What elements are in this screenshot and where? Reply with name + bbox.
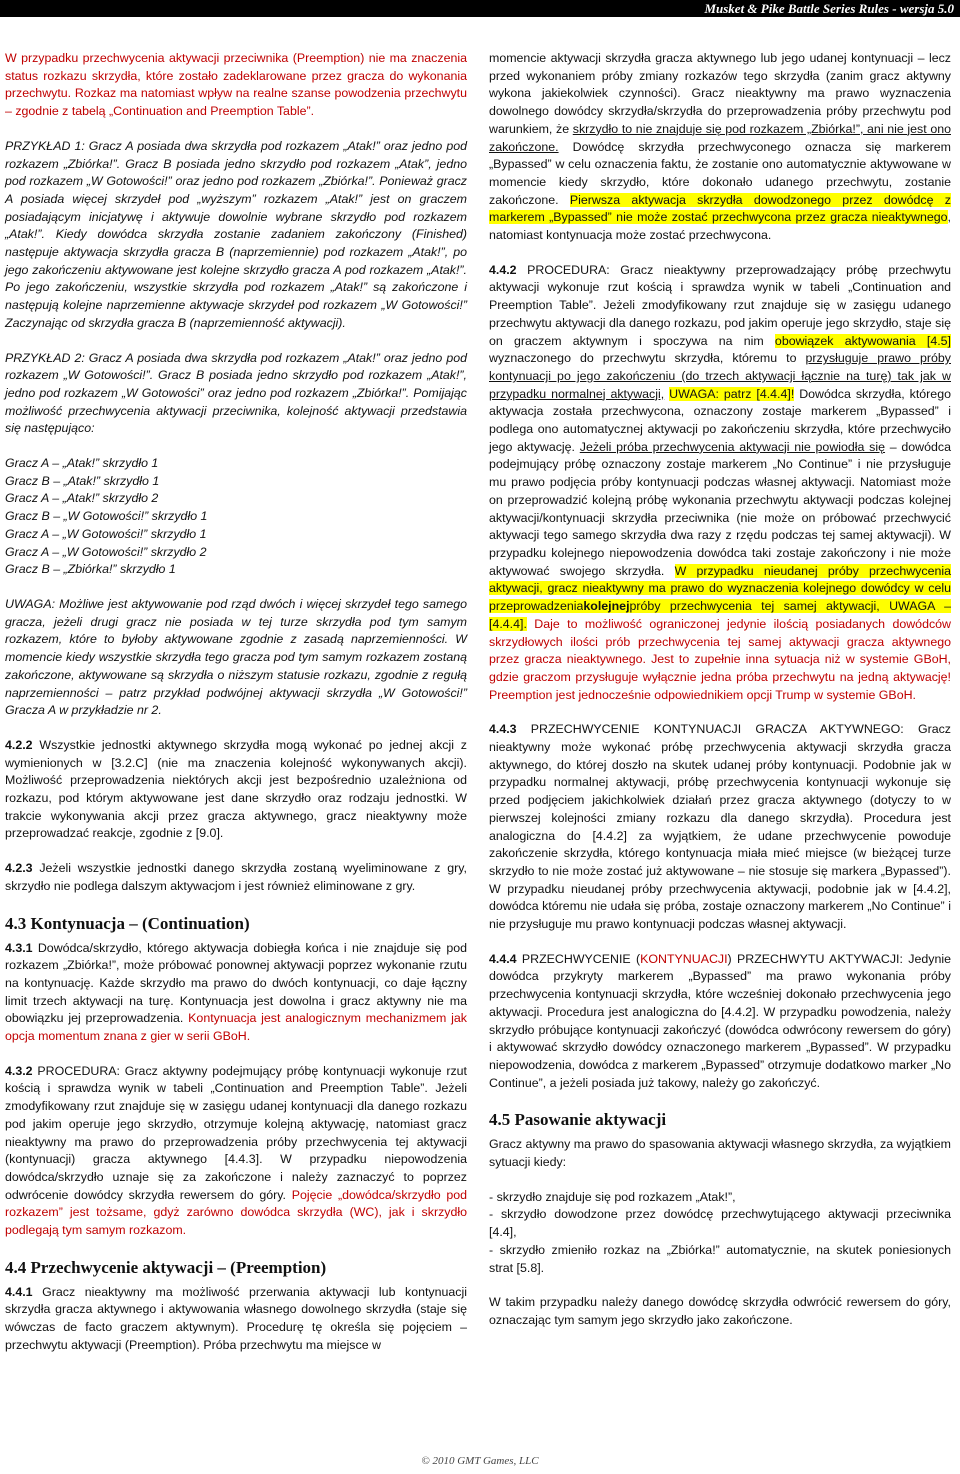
- right-column: [489, 50, 951, 1347]
- rule-text: Jedynie dowódca przykryty markerem „Bypassed” ma prawo wykonania próby przechwycenia kontynuacji skrzydła, które wcześniej dokonało przechwycenia jego aktywacji. Procedura jest analogiczna do [4.4.2]. W przypadku powodzenia, należy skrzydło próbujące kontynuacji zakończyć (dowódca odwrócony rewersem do góry) i aktywować skrzydło dowódcy oznaczonego markerem „Bypassed”. W przypadku niepowodzenia, dowódca z markerem „Bypassed” otrzymuje dodatkowo marker „No Continue”, a jeżeli posiada już takowy, należy go zakończyć.: [489, 951, 951, 1090]
- list-item: Gracz A – „Atak!” skrzydło 1: [5, 456, 159, 471]
- section-heading-4-5: 4.5 Pasowanie aktywacji: [489, 1110, 667, 1130]
- list-item: Gracz B – „Atak!” skrzydło 1: [5, 473, 160, 488]
- rule-heading: PRZECHWYCENIE KONTYNUACJI GRACZA AKTYWNEGO:: [530, 722, 904, 737]
- rule-text: PROCEDURA: Gracz aktywny podejmujący próbę kontynuacji wykonuje rzut kością i sprawdza wynik w tabeli „Continuation and Preemption Table”. Jeżeli zmodyfikowany rzut znajduje się w zasięgu udanej kontynuacji dla danego rozkazu pod jakim operuje jego skrzydło, otrzymuje kolejną aktywację, natomiast gracz nieaktywny ma prawo do przeprowadzenia próby przechwycenia tej aktywacji (kontynuacji) gracza aktywnego [4.4.3]. W przypadku niepowodzenia dowódca/skrzydło uznaje się za zakończone i należy zaznaczyć to poprzez odwrócenie dowódcy skrzydła rewersem do góry.: [5, 1063, 467, 1202]
- rule-number: 4.4.1: [5, 1284, 33, 1299]
- list-item: Gracz B – „Zbiórka!” skrzydło 1: [5, 562, 176, 577]
- highlighted-text: Pierwsza aktywacja skrzydła dowodzonego przez dowódcę z markerem „Bypassed” nie może zostać przechwycona przez gracza nieaktywnego: [489, 192, 951, 225]
- rule-text: Dowódca skrzydła, którego aktywacja została przechwycona, oznaczony zostaje markerem „Bypassed” i podlega ono automatycznej aktywacji po zakończeniu skrzydła, które przechwyciło jego aktywację.: [489, 386, 951, 454]
- rule-4-4-1: [5, 1284, 467, 1355]
- list-item: - skrzydło znajduje się pod rozkazem „Atak!”,: [489, 1189, 736, 1204]
- rule-number: 4.4.2: [489, 262, 517, 277]
- rule-text: Gracz nieaktywny może wykonać próbę przechwycenia aktywacji skrzydła gracza aktywnego, do której doszło na skutek udanej próby kontynuacji. Podobnie jak w przypadku normalnej aktywacji, próbę przechwycenia kontynuacji wykonuje się przed podjęciem jakichkolwiek działań przez gracza aktywnego (dotyczy to w pierwszej kolejności zmiany rozkazu dla danego skrzydła). Procedura jest analogiczna do [4.4.2] za wyjątkiem, że udane przechwycenie powoduje zakończenie skrzydła, którego kontynuacja miała mieć miejsce (w bieżącej turze skrzydło to nie może zostać już aktywowane – nie stosuje się markera „Bypassed”). W przypadku nieudanej próby przechwycenia aktywacji, podobnie jak w [4.4.2], dowódca któremu nie udała się próba, zostaje oznaczony markerem „No Continue” i nie przysługuje mu prawo kontynuacji podczas własnej aktywacji.: [489, 722, 951, 932]
- rule-4-4-2: [489, 262, 951, 705]
- rule-number: 4.4.4: [489, 951, 517, 966]
- rule-number: 4.4.3: [489, 722, 517, 737]
- list-item: Gracz B – „W Gotowości!” skrzydło 1: [5, 509, 208, 524]
- rule-text: wyznaczonego do przechwytu skrzydła, któremu to: [489, 351, 797, 366]
- intro-paragraph: W przypadku przechwycenia aktywacji przeciwnika (Preemption) nie ma znaczenia status rozkazu skrzydła, które zostało zadeklarowane przez gracza do wykonania przechwytu. Rozkaz ma natomiast wpływ na realne szanse powodzenia przechwytu – zgodnie z tabelą „Continuation and Preemption Table”.: [5, 51, 467, 119]
- highlighted-text: UWAGA: patrz [4.4.4]!: [669, 386, 795, 401]
- rule-text: Gracz nieaktywny ma możliwość przerwania aktywacji lub kontynuacji skrzydła gracza aktywnego i aktywowania własnego dowolnego skrzydła (staje się wówczas de facto graczem aktywnym). Procedurę tę określa się pojęciem – przechwytu aktywacji (Preemption). Próba przechwytu ma miejsce w: [5, 1284, 467, 1352]
- rule-heading: PRZECHWYCENIE (: [521, 951, 641, 966]
- rule-4-5-end: W takim przypadku należy danego dowódcę skrzydła odwrócić rewersem do góry, oznaczając tym samym jego skrzydło jako zakończone.: [489, 1295, 951, 1327]
- rule-4-4-4: [489, 951, 951, 1093]
- rule-number: 4.3.2: [5, 1063, 33, 1078]
- rule-number: 4.2.2: [5, 737, 33, 752]
- rule-4-4-1-continued: [489, 50, 951, 245]
- example-1: PRZYKŁAD 1: Gracz A posiada dwa skrzydła pod rozkazem „Atak!” oraz jedno pod rozkazem „Zbiórka!”. Gracz B posiada jedno skrzydło pod rozkazem „Atak”, jedno pod rozkazem „W Gotowości!” oraz jedno pod rozkazem „Zbiórka!”. Ponieważ gracz A posiada więcej skrzydeł pod „wyższym” rozkazem „Atak!” jest on graczem posiadającym inicjatywę i aktywuje dowolnie wybrane skrzydło pod rozkazem „Atak!”. Kiedy dowódca skrzydła zostanie zadaniem zakończony (Finished) następuje aktywacja skrzydła gracza B (naprzemiennie) pod rozkazem „Atak!”, po jego zakończeniu aktywowane jest kolejne skrzydło gracza A pod rozkazem „Atak!”. Po jego zakończeniu, wszystkie skrzydła pod rozkazem „Atak!” są zakończone i następują kolejne naprzemienne aktywacje skrzydeł pod rozkazem „W Gotowości!” Zaczynając od skrzydła gracza B (naprzemienność aktywacji).: [5, 138, 467, 330]
- header-bar: [0, 0, 960, 17]
- left-column: [5, 50, 467, 1372]
- list-item: Gracz A – „W Gotowości!” skrzydło 2: [5, 544, 207, 559]
- list-item: Gracz A – „Atak!” skrzydło 2: [5, 491, 159, 506]
- highlighted-bold-text: kolejnej: [583, 599, 630, 614]
- designer-note: Daje to możliwość ograniczonej jedynie ilością posiadanych dowódców skrzydłowych ilości prób przechwycenia tej samej aktywacji gracza aktywnego przez gracza nieaktywnego. Jest to zupełnie inna sytuacja niż w systemie GBoH, gdzie graczom przysługuje wyłącznie jedna próba przechwytu na jedną aktywację! Preemption jest jednocześnie odpowiednikiem opcji Trump w systemie GBoH.: [489, 616, 951, 702]
- rule-4-3-1: [5, 940, 467, 1046]
- rule-4-5: Gracz aktywny ma prawo do spasowania aktywacji własnego skrzydła, za wyjątkiem sytuacji kiedy:: [489, 1137, 951, 1170]
- rule-4-4-3: [489, 721, 951, 933]
- copyright-footer: © 2010 GMT Games, LLC: [421, 1455, 539, 1467]
- rule-4-2-2: [5, 737, 467, 843]
- rule-text: PROCEDURA: Gracz nieaktywny przeprowadzający próbę przechwytu aktywacji wykonuje rzut kością i sprawdza wynik w tabeli „Continuation and Preemption Table”. Jeżeli zmodyfikowany rzut znajduje się w zasięgu udanego przechwytu aktywacji dla danego rozkazu, pod jakim operuje jego skrzydło, staje się on graczem aktywnym i spoczywa na nim: [489, 262, 951, 348]
- underlined-text: skrzydło to nie znajduje się pod rozkazem „Zbiórka!”, ani nie jest ono zakończone.: [489, 121, 951, 154]
- designer-note: Pojęcie „dowódca/skrzydło pod rozkazem” jest tożsame, gdyż zarówno dowódca skrzydła (WC), jak i skrzydło podlegają tym samym rozkazom.: [5, 1187, 467, 1238]
- list-item: - skrzydło zmieniło rozkaz na „Zbiórka!” automatycznie, na skutek poniesionych strat [5.8].: [489, 1242, 951, 1275]
- rule-number: 4.3.1: [5, 940, 33, 955]
- underlined-text: przysługuje prawo próby kontynuacji po jego zakończeniu (do trzech aktywacji łącznie na turę) tak jak w przypadku normalnej aktywacji,: [489, 351, 951, 401]
- section-heading-4-4: 4.4 Przechwycenie aktywacji – (Preemption): [5, 1257, 327, 1277]
- rule-text: Wszystkie jednostki aktywnego skrzydła mogą wykonać po jednej akcji z wymienionych w [3.2.C] (nie ma znaczenia kolejność wykonywanych akcji). Możliwość przeprowadzenia niektórych akcji jest bezpośrednio uzależniona od rozkazu, pod którym aktywowane jest dane skrzydło oraz rodzaju jednostki. W trakcie wykonywania akcji przez gracza aktywnego, gracz nieaktywny może przeprowadzać reakcje, zgodnie z [9.0].: [5, 737, 467, 841]
- rule-4-3-2: [5, 1063, 467, 1240]
- document-title: Musket & Pike Battle Series Rules - wersja 5.0: [704, 1, 954, 16]
- rule-text: Dowódca/skrzydło, którego aktywacja dobiegła końca i nie znajduje się pod rozkazem „Zbiórka!”, może próbować ponownej aktywacji poprzez wykonanie rzutu na kontynuację. Każde skrzydło ma prawo do dwóch kontynuacji, co daje łączny limit trzech aktywacji na turę. Kontynuacja jest dowolna i gracz aktywny nie ma obowiązku jej przeprowadzenia.: [5, 940, 467, 1026]
- underlined-text: Jeżeli próba przechwycenia aktywacji nie powiodła się: [579, 439, 886, 454]
- rule-4-2-3: [5, 860, 467, 895]
- highlighted-text: W przypadku nieudanej próby przechwycenia aktywacji, gracz nieaktywny ma prawo do wyznaczenia kolejnego dowódcy w celu przeprowadzenia: [489, 563, 951, 614]
- rule-text: , natomiast kontynuacja może zostać przechwycona.: [489, 210, 951, 243]
- rule-text: – dowódca podejmujący próbę oznaczony zostaje markerem „No Continue” i nie przysługuje mu prawo podjęcia próby kontynuacji podczas własnej aktywacji. Natomiast może on przeprowadzić kolejną próbę wykonania przechwytu aktywacji podczas kolejnej aktywacji/kontynuacji skrzydła przeciwnika (nie może on próbować przechwycić aktywacji tego samego skrzydła dwa razy z rzędu podczas tej samej aktywacji). W przypadku kolejnego niepowodzenia dowódca taki zostaje zakończony i nie może aktywować swojego skrzydła.: [489, 439, 951, 578]
- rule-text: Dowódcę skrzydła przechwyconego oznacza się markerem „Bypassed” w celu oznaczenia faktu, że zostanie ono automatycznie aktywowane w momencie kiedy skrzydło, które dokonało udanego przechwytu, zostanie zakończone.: [489, 139, 951, 207]
- list-item: Gracz A – „W Gotowości!” skrzydło 1: [5, 526, 207, 541]
- rule-heading-red: KONTYNUACJI: [640, 951, 728, 966]
- highlighted-text: obowiązek aktywowania [4.5]: [774, 333, 951, 348]
- highlighted-text: próby przechwycenia tej samej aktywacji, UWAGA – [4.4.4].: [489, 599, 951, 631]
- designer-note: Kontynuacja jest analogicznym mechanizmem jak opcja momentum znana z gier w serii GBoH.: [5, 1011, 468, 1044]
- note-paragraph: UWAGA: Możliwe jest aktywowanie pod rząd dwóch i więcej skrzydeł tego samego gracza, jeżeli drugi gracz nie posiada w tej turze skrzydła pod tym samym rozkazem, które to byłoby aktywowane zgodnie z zasadą naprzemienności. W momencie kiedy wszystkie skrzydła tego gracza pod tym samym rozkazem zostaną zakończone, aktywowane są skrzydła o niższym statusie rozkazu, zgodnie z regułą naprzemienności – patrz przykład podwójnej aktywacji skrzydła „W Gotowości!” Gracza A w przykładzie nr 2.: [5, 596, 467, 718]
- rule-text: momencie aktywacji skrzydła gracza aktywnego lub jego udanej kontynuacji – lecz przed wykonaniem próby zmiany rozkazów tego skrzydła (zanim gracz aktywny wykona jakiekolwiek czynności). Gracz nieaktywny ma prawo wyznaczenia dowolnego dowódcy skrzydła/skrzydła do przeprowadzenia próby przechwytu pod warunkiem, że: [489, 51, 951, 136]
- rule-number: 4.2.3: [5, 861, 33, 876]
- activation-order-list: [5, 455, 467, 579]
- example-2: PRZYKŁAD 2: Gracz A posiada dwa skrzydła pod rozkazem „Atak!” oraz jedno pod rozkazem „W Gotowości!”. Gracz B posiada jedno skrzydło pod rozkazem „Atak!”, jedno pod rozkazem „W Gotowości” oraz jedno pod rozkazem „Zbiórka!”. Pomijając możliwość przechwycenia aktywacji przeciwnika, kolejność aktywacji przedstawia się następująco:: [5, 350, 467, 436]
- list-item: - skrzydło dowodzone przez dowódcę przechwytującego aktywacji przeciwnika [4.4],: [489, 1207, 951, 1240]
- rule-heading: ) PRZECHWYTU AKTYWACJI:: [727, 951, 903, 966]
- rule-text: Jeżeli wszystkie jednostki danego skrzydła zostaną wyeliminowane z gry, skrzydło nie podlega dalszym aktywacjom i jest również eliminowane z gry.: [5, 861, 467, 893]
- exception-list: [489, 1189, 951, 1278]
- section-heading-4-3: 4.3 Kontynuacja – (Continuation): [5, 913, 250, 933]
